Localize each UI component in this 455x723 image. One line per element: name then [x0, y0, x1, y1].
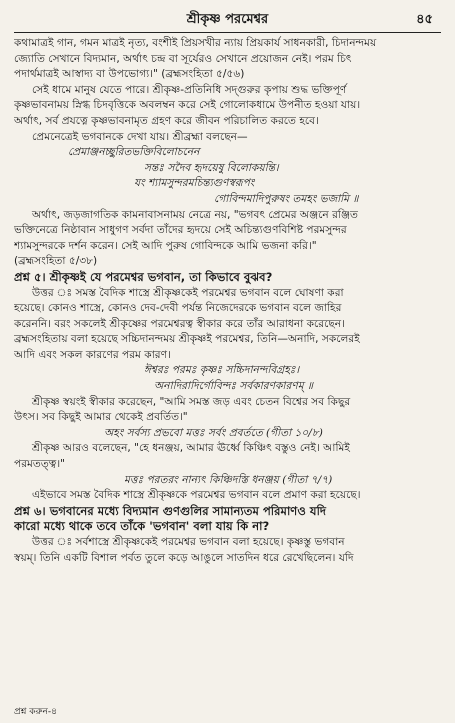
verse-line: অনাদিরাদির্গোবিন্দঃ সর্বকারণকারণম্ ॥ — [154, 380, 313, 393]
text-line: উৎস। সব কিছুই আমার থেকেই প্রবর্তিত।" — [14, 411, 188, 424]
text-line: উত্তর ঃ সর্বশাস্ত্রে শ্রীকৃষ্ণকেই পরমেশ্বর ভগবান বলা হয়েছে। কৃষ্ণস্তু ভগবান — [32, 536, 345, 548]
verse-line: প্রেমাঞ্জনচ্ছুরিতভক্তিবিলোচনেন — [68, 146, 200, 159]
page-number: ৪৫ — [416, 12, 433, 27]
text-line: অর্থাৎ, জড়জাগতিক কামনাবাসনাময় নেত্রে নয়, "ভগবৎ প্রেমের অঞ্জনে রঞ্জিত — [32, 208, 358, 221]
text-line: শ্যামসুন্দরকে দর্শন করেন। সেই আদি পুরুষ গোবিন্দকে আমি ভজনা করি।" — [14, 239, 317, 252]
text-line: এইভাবে সমস্ত বৈদিক শাস্ত্রে শ্রীকৃষ্ণকে পরমেশ্বর ভগবান বলে প্রমাণ করা হয়েছে। — [32, 489, 361, 502]
verse-line: মত্তঃ পরতরং নান্যৎ কিঞ্চিদস্তি ধনঞ্জয় (গীতা ৭/৭) — [124, 473, 333, 486]
verse-line: যং শ্যামসুন্দরমচিন্ত্যগুণস্বরূপং — [134, 177, 255, 190]
text-line: জ্যোতি সেখানে বিদ্যমান, অর্থাৎ চন্দ্র বা সূর্যেরও সেখানে প্রয়োজন নেই। পরম চিৎ — [14, 52, 352, 65]
text-line: করেননি। বরং সকলেই শ্রীকৃষ্ণের পরমেশ্বরত্ব স্বীকার করে তাঁর আরাধনা করেছেন। — [14, 317, 345, 330]
text-line: আদি এবং সকল কারণের পরম কারণ। — [14, 348, 171, 361]
text-line: অর্থাৎ, সর্ব প্রযত্নে কৃষ্ণভাবনামৃত গ্রহণ করে জীবন পরিচালিত করতে হবে। — [14, 114, 319, 127]
running-title: শ্রীকৃষ্ণ পরমেশ্বর — [186, 12, 269, 27]
verse-line: অহং সর্বস্য প্রভবো মত্তঃ সর্বং প্রবর্ততে (গীতা ১০/৮) — [104, 426, 323, 439]
text-line: শ্রীকৃষ্ণ আরও বলেছেন, "হে ধনঞ্জয়, আমার ঊর্ধ্বে কিঞ্চিৎ বস্তুও নেই। আমিই — [32, 442, 350, 455]
page-footer: প্রশ্ন করুন-৪ — [14, 707, 57, 717]
text-line: শ্রীকৃষ্ণ স্বয়ংই স্বীকার করেছেন, "আমি সমস্ত জড় এবং চেতন বিশ্বের সব কিছুর — [32, 395, 351, 408]
verse-line: গোবিন্দমাদিপুরুষং তমহং ভজামি ॥ — [214, 192, 359, 205]
question-heading: কারো মধ্যে থাকে তবে তাঁকে 'ভগবান' বলা যায় কি না? — [14, 519, 270, 534]
text-line: কৃষ্ণভাবনাময় স্নিগ্ধ চিদবৃত্তিকে অবলম্বন করে সেই গোলোকধামে উপনীত হওয়া যায়। — [14, 99, 361, 112]
verse-line: সন্তঃ সদৈব হৃদয়েষু বিলোকয়ন্তি। — [144, 161, 279, 174]
text-line: উত্তর ঃ সমস্ত বৈদিক শাস্ত্রে শ্রীকৃষ্ণকেই পরমেশ্বর ভগবান বলে ঘোষণা করা — [32, 286, 344, 299]
text-line: (ব্রহ্মসংহিতা ৫/৩৮) — [14, 255, 98, 268]
question-heading: প্রশ্ন ৬। ভগবানের মধ্যে বিদ্যমান গুণগুলির সামান্যতম পরিমাণও যদি — [14, 503, 326, 518]
text-line: সেই ধামে মানুষ যেতে পারে। শ্রীকৃষ্ণ-প্রতিনিধি সদ্গুরুর কৃপায় শুদ্ধ ভক্তিপূর্ণ — [32, 83, 347, 96]
question-heading: প্রশ্ন ৫। শ্রীকৃষ্ণই যে পরমেশ্বর ভগবান, তা কিভাবে বুঝব? — [14, 269, 273, 284]
verse-line: ঈশ্বরঃ পরমঃ কৃষ্ণঃ সচ্চিদানন্দবিগ্রহঃ। — [144, 364, 300, 377]
text-line: পদার্থমাত্রই আস্বাদ্য বা উপভোগ্য।" (ব্রহ্মসংহিতা ৫/৫৬) — [14, 68, 245, 81]
page-header — [0, 10, 455, 32]
text-line: পরমতত্ত্ব।" — [14, 458, 65, 471]
text-line: ব্রহ্মসংহিতায় বলা হয়েছে সচ্চিদানন্দময় শ্রীকৃষ্ণই পরমেশ্বর, তিনি—অনাদি, সকলেরই — [14, 333, 360, 346]
text-line: কথামাত্রই গান, গমন মাত্রই নৃত্য, বংশীই প্রিয়সখীর ন্যায় প্রিয়কার্য সাধনকারী, চিদানন্দময় — [14, 37, 377, 49]
header-rule — [14, 32, 441, 33]
page-body — [14, 36, 439, 566]
text-line: স্বয়ম্। তিনি একটি বিশাল পর্বত তুলে কড়ে আঙুলে সাতদিন ধরে রেখেছিলেন। যদি — [14, 551, 354, 564]
text-line: প্রেমনেত্রেই ভগবানকে দেখা যায়। শ্রীব্রহ্মা বলছেন— — [32, 130, 248, 143]
text-line: ভক্তিনেত্রে নিষ্ঠাবান সাধুগণ সর্বদা তাঁদের হৃদয়ে সেই অচিন্ত্যগুণবিশিষ্ট পরমসুন্দর — [14, 224, 347, 237]
text-line: হয়েছে। কোনও শাস্ত্রে, কোনও দেব-দেবী পর্যন্ত নিজেদেরকে ভগবান বলে জাহির — [14, 302, 342, 315]
